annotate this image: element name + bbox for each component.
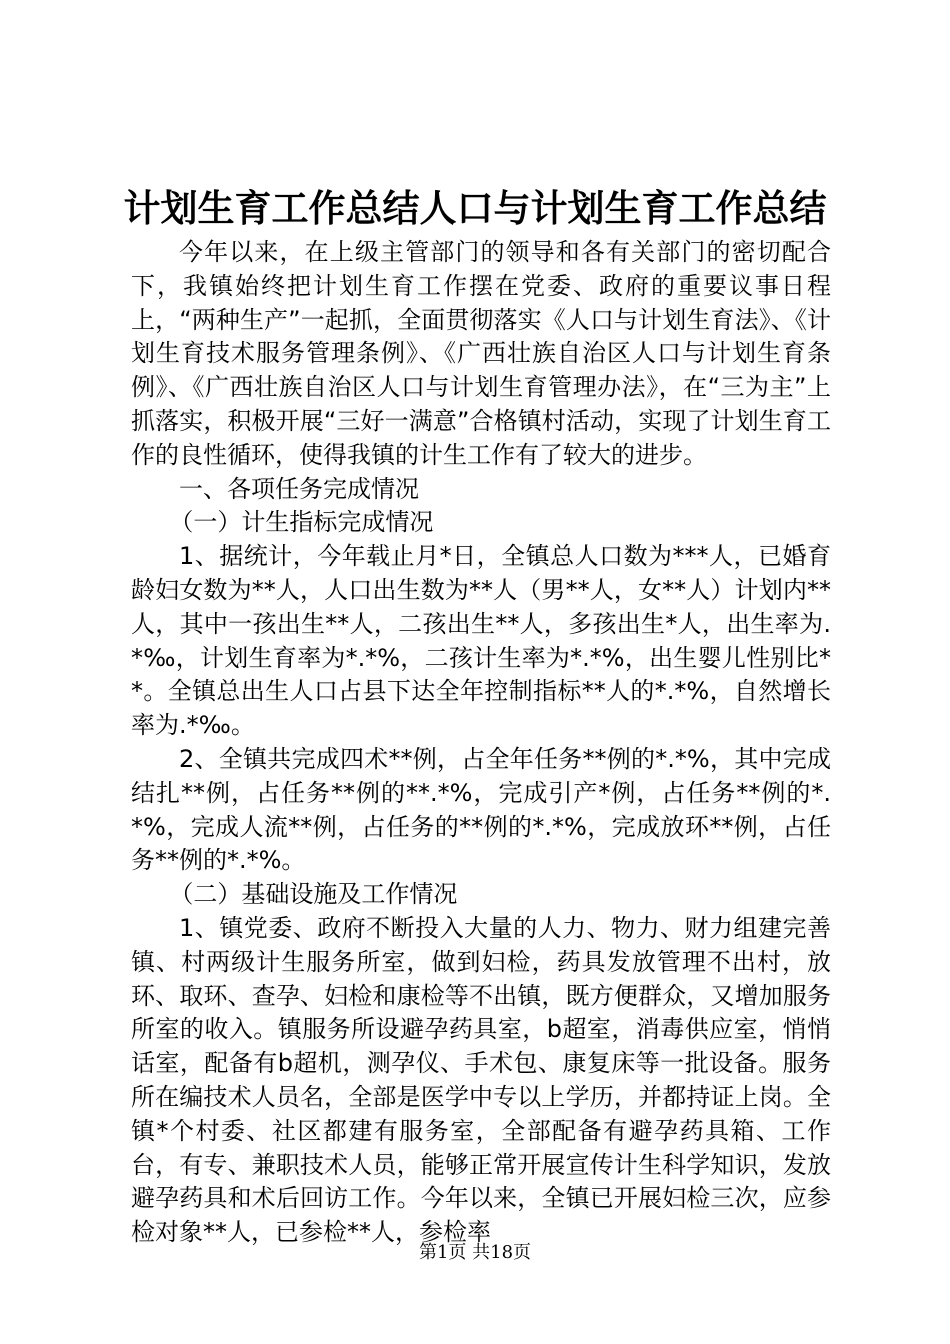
subsection-heading-1: （一）计生指标完成情况	[169, 508, 434, 537]
paragraph-surgeries: 2、全镇共完成四术**例，占全年任务**例的*.*%，其中完成结扎**例，占任务**例的**.*%，完成引产*例，占任务**例的*.*%，完成人流**例，占任务的**例的*.*%，完成放环**例，占任务**例的*.*%。	[131, 744, 831, 875]
section-heading-1: 一、各项任务完成情况	[179, 474, 419, 503]
paragraph-intro: 今年以来，在上级主管部门的领导和各有关部门的密切配合下，我镇始终把计划生育工作摆在党委、政府的重要议事日程上，“两种生产”一起抓，全面贯彻落实《人口与计划生育法》、《计划生育技术服务管理条例》、《广西壮族自治区人口与计划生育条例》、《广西壮族自治区人口与计划生育管理办法》，在“三为主”上抓落实，积极开展“三好一满意”合格镇村活动，实现了计划生育工作的良性循环，使得我镇的计生工作有了较大的进步。	[131, 238, 831, 469]
paragraph-infrastructure: 1、镇党委、政府不断投入大量的人力、物力、财力组建完善镇、村两级计生服务所室，做到妇检，药具发放管理不出村，放环、取环、查孕、妇检和康检等不出镇，既方便群众，又增加服务所室的收入。镇服务所设避孕药具室，b超室，消毒供应室，悄悄话室，配备有b超机，测孕仪、手术包、康复床等一批设备。服务所在编技术人员名，全部是医学中专以上学历，并都持证上岗。全镇*个村委、社区都建有服务室，全部配备有避孕药具箱、工作台，有专、兼职技术人员，能够正常开展宣传计生科学知识，发放避孕药具和术后回访工作。今年以来，全镇已开展妇检三次，应参检对象**人，已参检**人，参检率	[131, 913, 831, 1247]
document-title: 计划生育工作总结人口与计划生育工作总结	[123, 186, 827, 230]
page-number-footer: 第1页 共18页	[418, 1242, 532, 1263]
subsection-heading-2: （二）基础设施及工作情况	[169, 880, 458, 909]
paragraph-statistics: 1、据统计，今年载止月*日，全镇总人口数为***人，已婚育龄妇女数为**人，人口出生数为**人（男**人，女**人）计划内**人，其中一孩出生**人，二孩出生**人，多孩出生*人，出生率为.*‰，计划生育率为*.*%，二孩计生率为*.*%，出生婴儿性别比**。全镇总出生人口占县下达全年控制指标**人的*.*%，自然增长率为.*‰。	[131, 542, 831, 740]
document-body	[131, 236, 831, 1250]
